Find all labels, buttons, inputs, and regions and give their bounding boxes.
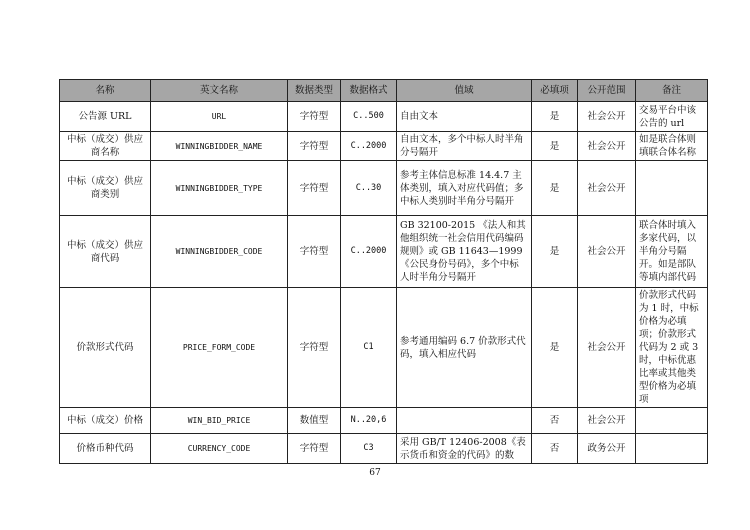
- table-row: [60, 288, 708, 408]
- cell-name: 中标（成交）供应商名称: [60, 132, 151, 161]
- cell-disclosure-scope: 社会公开: [578, 216, 636, 288]
- table-row: [60, 408, 708, 434]
- header-name: 名称: [60, 80, 151, 102]
- cell-data-format: C1: [341, 288, 397, 408]
- cell-required: 否: [532, 408, 578, 434]
- cell-english-name: CURRENCY_CODE: [151, 434, 288, 464]
- cell-disclosure-scope: 社会公开: [578, 288, 636, 408]
- header-disclosure-scope: 公开范围: [578, 80, 636, 102]
- cell-data-format: C..2000: [341, 216, 397, 288]
- cell-remarks: [636, 434, 708, 464]
- page-number: 67: [369, 468, 381, 478]
- cell-value-domain: [397, 408, 532, 434]
- cell-value-domain: 自由文本，多个中标人时半角分号隔开: [397, 132, 532, 161]
- cell-data-type: 字符型: [288, 161, 341, 216]
- cell-remarks: 如是联合体则填联合体名称: [636, 132, 708, 161]
- cell-data-format: C..2000: [341, 132, 397, 161]
- table-row: [60, 216, 708, 288]
- cell-name: 公告源 URL: [60, 102, 151, 132]
- cell-data-type: 字符型: [288, 288, 341, 408]
- cell-data-format: C3: [341, 434, 397, 464]
- cell-english-name: WINNINGBIDDER_TYPE: [151, 161, 288, 216]
- cell-name: 价格币种代码: [60, 434, 151, 464]
- cell-name: 中标（成交）供应商代码: [60, 216, 151, 288]
- cell-value-domain: GB 32100-2015 《法人和其他组织统一社会信用代码编码规则》或 GB 11643—1999《公民身份号码》，多个中标人时半角分号隔开: [397, 216, 532, 288]
- header-remarks: 备注: [636, 80, 708, 102]
- cell-value-domain: 参考主体信息标准 14.4.7 主体类别，填入对应代码值；多中标人类别时半角分号隔开: [397, 161, 532, 216]
- cell-data-format: C..30: [341, 161, 397, 216]
- cell-required: 是: [532, 216, 578, 288]
- cell-data-format: N..20,6: [341, 408, 397, 434]
- table-row: [60, 102, 708, 132]
- table-row: [60, 132, 708, 161]
- header-required: 必填项: [532, 80, 578, 102]
- cell-disclosure-scope: 社会公开: [578, 408, 636, 434]
- cell-disclosure-scope: 政务公开: [578, 434, 636, 464]
- cell-remarks: 联合体时填入多家代码，以半角分号隔开。如是部队等填内部代码: [636, 216, 708, 288]
- cell-name: 中标（成交）供应商类别: [60, 161, 151, 216]
- cell-english-name: WIN_BID_PRICE: [151, 408, 288, 434]
- cell-remarks: [636, 408, 708, 434]
- cell-data-type: 字符型: [288, 102, 341, 132]
- cell-english-name: WINNINGBIDDER_NAME: [151, 132, 288, 161]
- cell-required: 是: [532, 161, 578, 216]
- header-data-format: 数据格式: [341, 80, 397, 102]
- cell-required: 否: [532, 434, 578, 464]
- cell-remarks: [636, 161, 708, 216]
- cell-english-name: WINNINGBIDDER_CODE: [151, 216, 288, 288]
- cell-required: 是: [532, 102, 578, 132]
- cell-data-format: C..500: [341, 102, 397, 132]
- cell-disclosure-scope: 社会公开: [578, 161, 636, 216]
- cell-data-type: 字符型: [288, 216, 341, 288]
- cell-value-domain: 自由文本: [397, 102, 532, 132]
- cell-data-type: 数值型: [288, 408, 341, 434]
- cell-disclosure-scope: 社会公开: [578, 102, 636, 132]
- cell-remarks: 价款形式代码为 1 时，中标价格为必填项；价款形式代码为 2 或 3 时，中标优惠比率或其他类型价格为必填项: [636, 288, 708, 408]
- cell-value-domain: 参考通用编码 6.7 价款形式代码，填入相应代码: [397, 288, 532, 408]
- header-value-domain: 值域: [397, 80, 532, 102]
- cell-required: 是: [532, 132, 578, 161]
- cell-value-domain: 采用 GB/T 12406-2008《表示货币和资金的代码》的数: [397, 434, 532, 464]
- cell-english-name: URL: [151, 102, 288, 132]
- table-row: [60, 434, 708, 464]
- header-english-name: 英文名称: [151, 80, 288, 102]
- header-data-type: 数据类型: [288, 80, 341, 102]
- cell-required: 是: [532, 288, 578, 408]
- cell-name: 价款形式代码: [60, 288, 151, 408]
- cell-remarks: 交易平台中该公告的 url: [636, 102, 708, 132]
- data-spec-table: [59, 79, 708, 464]
- cell-name: 中标（成交）价格: [60, 408, 151, 434]
- cell-disclosure-scope: 社会公开: [578, 132, 636, 161]
- cell-english-name: PRICE_FORM_CODE: [151, 288, 288, 408]
- table-header-row: [60, 80, 708, 102]
- cell-data-type: 字符型: [288, 132, 341, 161]
- cell-data-type: 字符型: [288, 434, 341, 464]
- table-row: [60, 161, 708, 216]
